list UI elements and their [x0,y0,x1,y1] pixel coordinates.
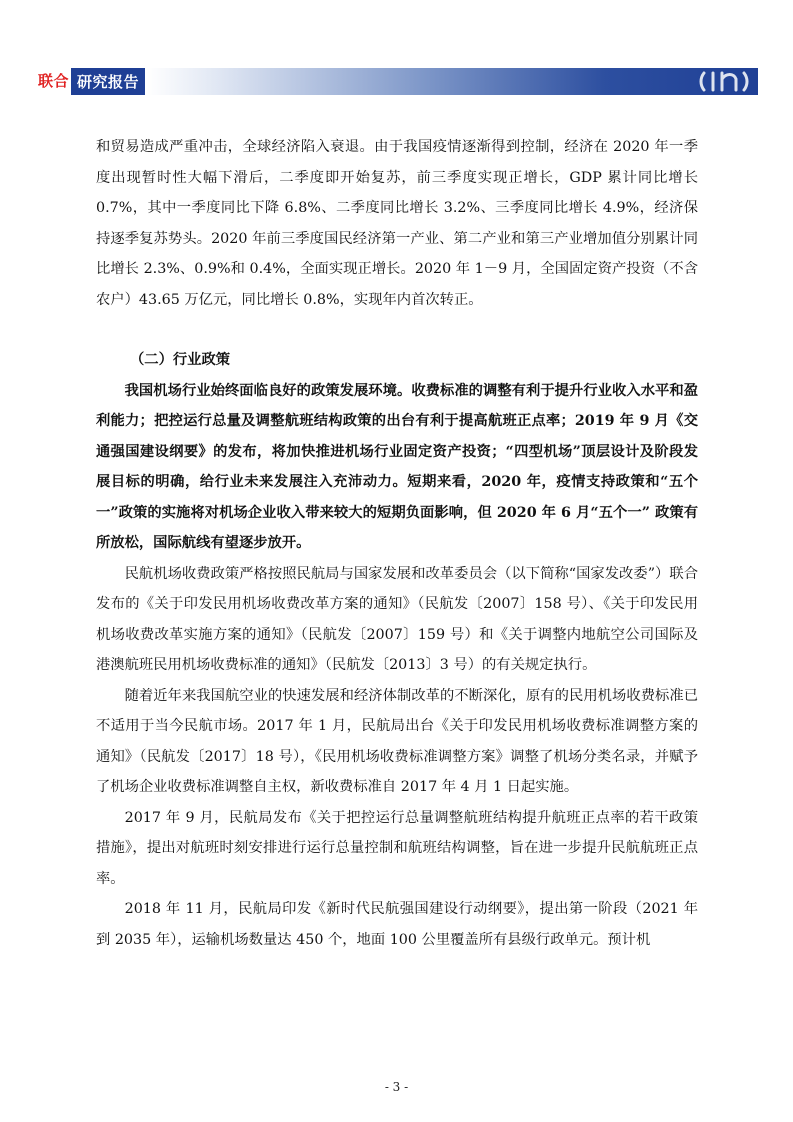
paragraph-policy-summary: 我国机场行业始终面临良好的政策发展环境。收费标准的调整有利于提升行业收入水平和盈利能力；把控运行总量及调整航班结构政策的出台有利于提高航班正点率；2019 年 9 月《交通强国建设纲要》的发布，将加快推进机场行业固定资产投资；“四型机场”顶层设计及阶段发展目标的明确，给行业未来发展注入充沛动力。短期来看，2020 年，疫情支持政策和“五个一”政策的实施将对机场企业收入带来较大的短期负面影响，但 2020 年 6 月“五个一” 政策有所放松，国际航线有望逐步放开。 [96,382,698,551]
report-header [38,68,758,95]
header-gradient-bar [147,68,758,95]
section-title: （二）行业政策 [130,352,231,368]
brand-name: 联合 [38,72,70,90]
page-number: - 3 - [384,1080,409,1094]
paragraph-fee-adjustment: 随着近年来我国航空业的快速发展和经济体制改革的不断深化，原有的民用机场收费标准已不适用于当今民航市场。2017 年 1 月，民航局出台《关于印发民用机场收费标准调整方案的通知》（民航发〔2017〕18 号），《民用机场收费标准调整方案》调整了机场分类名录，并赋予了机场企业收费标准调整自主权，新收费标准自 2017 年 4 月 1 日起实施。 [96,687,698,795]
report-type-label: 研究报告 [71,68,145,95]
paragraph-punctuality-policy: 2017 年 9 月，民航局发布《关于把控运行总量调整航班结构提升航班正点率的若干政策措施》，提出对航班时刻安排进行运行总量控制和航班结构调整，旨在进一步提升民航航班正点率。 [96,809,698,887]
paragraph-outline-2018: 2018 年 11 月，民航局印发《新时代民航强国建设行动纲要》，提出第一阶段（2021 年到 2035 年），运输机场数量达 450 个，地面 100 公里覆盖所有县级行政单元。预计机 [96,901,698,948]
paragraph-economy: 和贸易造成严重冲击，全球经济陷入衰退。由于我国疫情逐渐得到控制，经济在 2020 年一季度出现暂时性大幅下滑后，二季度即开始复苏，前三季度实现正增长，GDP 累计同比增长 0.7%，其中一季度同比下降 6.8%、二季度同比增长 3.2%、三季度同比增长 4.9%，经济保持逐季复苏势头。2020 年前三季度国民经济第一产业、第二产业和第三产业增加值分别累计同比增长 2.3%、0.9%和 0.4%，全面实现正增长。2020 年 1－9 月，全国固定资产投资（不含农户）43.65 万亿元，同比增长 0.8%，实现年内首次转正。 [96,139,698,308]
report-body [96,132,698,955]
paragraph-fee-policy: 民航机场收费政策严格按照民航局与国家发展和改革委员会（以下简称“国家发改委”）联合发布的《关于印发民用机场收费改革方案的通知》（民航发〔2007〕158 号）、《关于印发民用机场收费改革实施方案的通知》（民航发〔2007〕159 号）和《关于调整内地航空公司国际及港澳航班民用机场收费标准的通知》（民航发〔2013〕3 号）的有关规定执行。 [96,565,698,673]
company-logo-icon [698,71,750,92]
